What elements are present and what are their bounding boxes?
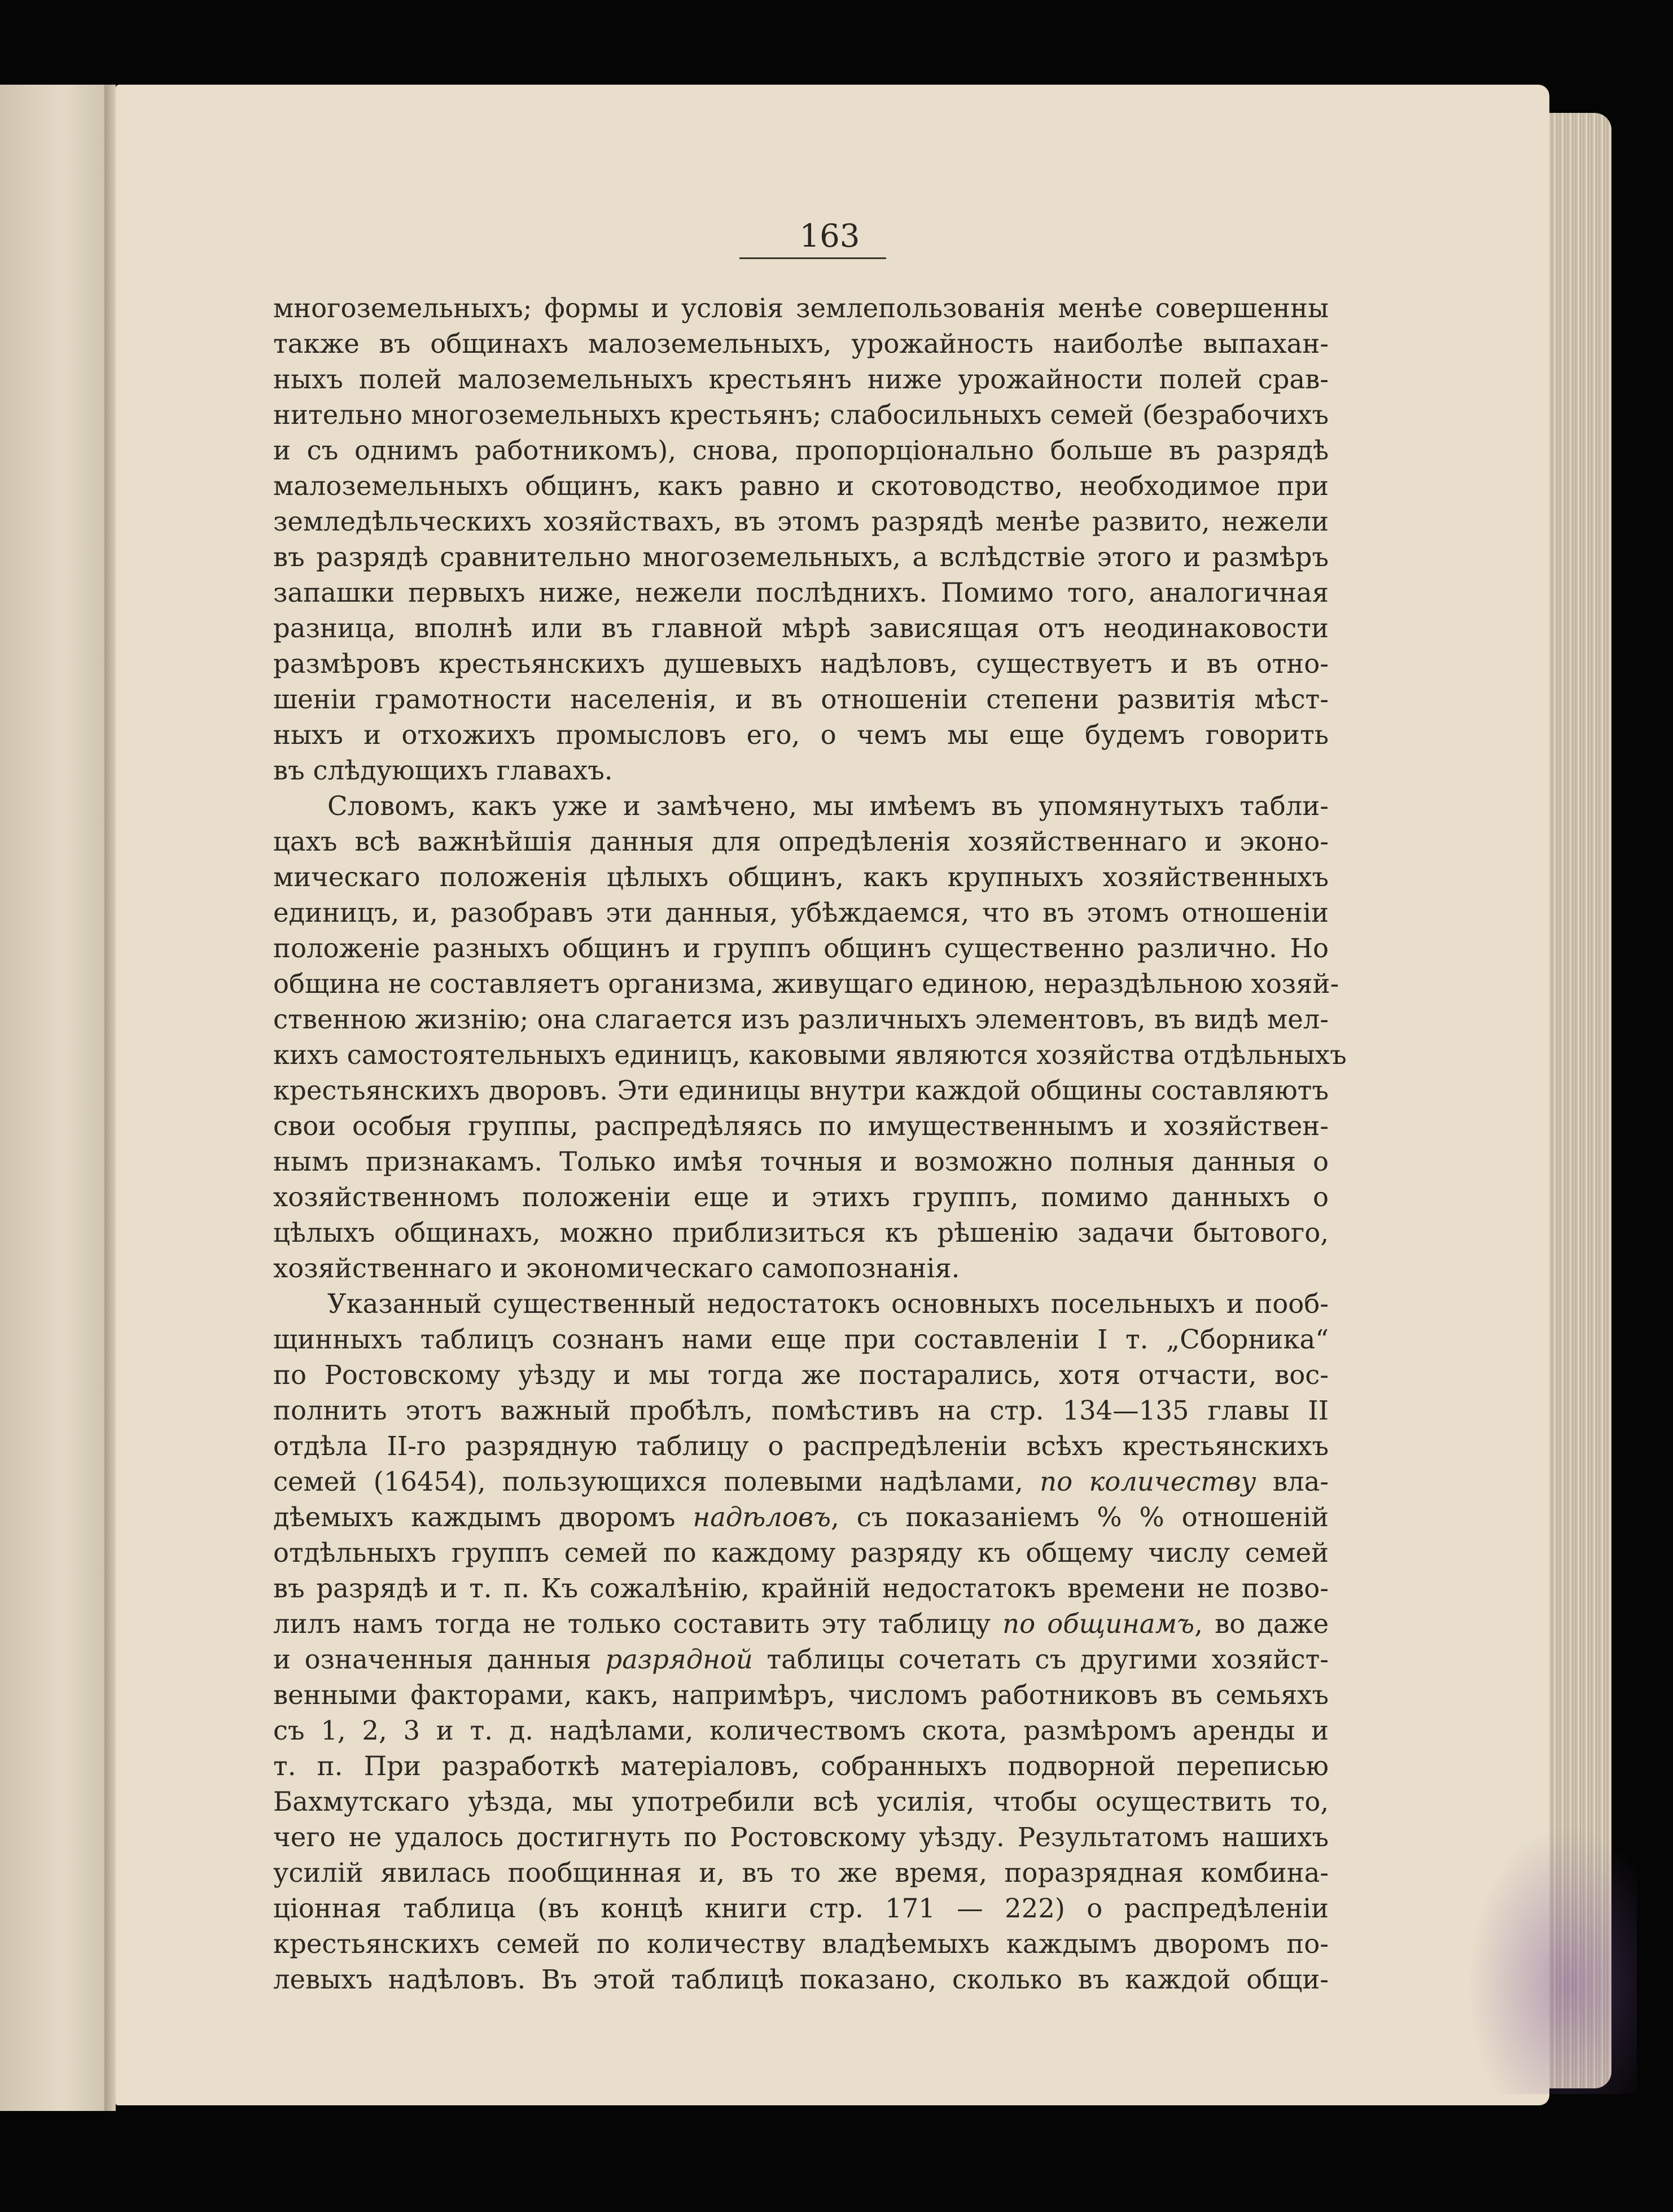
text-segment: единицъ, и, разобравъ эти данныя, убѣждаемся, что въ этомъ отношеніи <box>273 897 1329 928</box>
text-line <box>273 1606 1329 1642</box>
text-segment: разница, вполнѣ или въ главной мѣрѣ зависящая отъ неодинаковости <box>273 613 1329 643</box>
text-line <box>273 1926 1329 1962</box>
text-segment: хозяйственнаго и экономическаго самопознанія. <box>273 1253 960 1284</box>
text-line <box>273 1891 1329 1926</box>
text-line <box>273 575 1329 611</box>
text-segment: въ разрядѣ сравнительно многоземельныхъ, а вслѣдствіе этого и размѣръ <box>273 542 1329 572</box>
text-line <box>273 504 1329 540</box>
text-segment: съ 1, 2, 3 и т. д. надѣлами, количествомъ скота, размѣромъ аренды и <box>273 1715 1329 1746</box>
text-segment: и означенныя данныя <box>273 1644 606 1675</box>
italic-emphasis: по общинамъ <box>1002 1609 1195 1639</box>
page-number: 163 <box>799 218 860 255</box>
text-segment: Бахмутскаго уѣзда, мы употребили всѣ усилія, чтобы осуществить то, <box>273 1786 1329 1817</box>
facing-page-edge <box>0 85 104 2111</box>
text-line <box>273 1322 1329 1357</box>
text-line <box>273 1215 1329 1251</box>
text-segment: запашки первыхъ ниже, нежели послѣднихъ. Помимо того, аналогичная <box>273 577 1329 608</box>
text-line <box>273 824 1329 860</box>
text-segment: кихъ самостоятельныхъ единицъ, каковыми являются хозяйства отдѣльныхъ <box>273 1040 1347 1070</box>
text-line <box>273 1713 1329 1749</box>
header-rule <box>739 257 886 259</box>
body-text <box>273 291 1347 1998</box>
text-line <box>273 397 1329 433</box>
text-line <box>273 1073 1329 1109</box>
text-segment: ныхъ и отхожихъ промысловъ его, о чемъ мы еще будемъ говорить <box>273 720 1329 750</box>
text-segment: шеніи грамотности населенія, и въ отношеніи степени развитія мѣст- <box>273 684 1329 715</box>
text-line <box>273 789 1329 824</box>
text-segment: мическаго положенія цѣлыхъ общинъ, какъ крупныхъ хозяйственныхъ <box>273 862 1329 892</box>
text-segment: цѣлыхъ общинахъ, можно приблизиться къ рѣшенію задачи бытового, <box>273 1217 1329 1248</box>
text-segment: также въ общинахъ малоземельныхъ, урожайность наиболѣе выпахан- <box>273 328 1329 359</box>
text-line <box>273 860 1329 895</box>
text-segment: нымъ признакамъ. Только имѣя точныя и возможно полныя данныя о <box>273 1146 1329 1177</box>
text-line <box>273 1002 1329 1037</box>
text-segment: отдѣла II-го разрядную таблицу о распредѣленіи всѣхъ крестьянскихъ <box>273 1431 1329 1461</box>
text-segment: ственною жизнію; она слагается изъ различныхъ элементовъ, въ видѣ мел- <box>273 1004 1329 1035</box>
text-segment: община не составляетъ организма, живущаго единою, нераздѣльною хозяй- <box>273 969 1339 999</box>
text-line <box>273 717 1329 753</box>
text-line <box>273 1500 1329 1535</box>
text-segment: и съ однимъ работникомъ), снова, пропорціонально больше въ разрядѣ <box>273 435 1329 466</box>
text-line <box>273 362 1329 397</box>
text-line <box>273 753 1329 789</box>
text-line <box>273 646 1329 682</box>
text-segment: лилъ намъ тогда не только составить эту таблицу <box>273 1609 1003 1639</box>
text-segment: свои особыя группы, распредѣляясь по имущественнымъ и хозяйствен- <box>273 1111 1329 1141</box>
text-line <box>273 931 1329 966</box>
text-segment: положеніе разныхъ общинъ и группъ общинъ существенно различно. Но <box>273 933 1329 963</box>
text-segment: дѣемыхъ каждымъ дворомъ <box>273 1502 693 1532</box>
text-line <box>273 1677 1329 1713</box>
text-line <box>273 291 1329 326</box>
text-line <box>273 1357 1329 1393</box>
text-line <box>273 1180 1329 1215</box>
text-segment: левыхъ надѣловъ. Въ этой таблицѣ показано, сколько въ каждой общи- <box>273 1964 1329 1995</box>
text-line <box>273 326 1329 362</box>
ink-stain <box>1468 1823 1637 2094</box>
text-segment: , во даже <box>1194 1609 1329 1639</box>
text-line <box>273 1642 1329 1677</box>
text-segment: Словомъ, какъ уже и замѣчено, мы имѣемъ въ упомянутыхъ табли- <box>327 791 1329 821</box>
text-line <box>273 1037 1347 1073</box>
text-line <box>273 611 1329 646</box>
text-segment: крестьянскихъ семей по количеству владѣемыхъ каждымъ дворомъ по- <box>273 1929 1329 1959</box>
book-gutter <box>104 85 116 2111</box>
text-line <box>273 1109 1329 1144</box>
text-line <box>273 1144 1329 1180</box>
text-line <box>273 895 1329 931</box>
italic-emphasis: разрядной <box>605 1644 753 1675</box>
text-segment: , съ показаніемъ % % отношеній <box>830 1502 1329 1532</box>
text-line <box>273 1855 1329 1891</box>
text-segment: усилій явилась пообщинная и, въ то же время, поразрядная комбина- <box>273 1858 1329 1888</box>
page-edges <box>1549 113 1611 2088</box>
text-segment: многоземельныхъ; формы и условія землепользованія менѣе совершенны <box>273 293 1329 323</box>
text-line <box>273 1464 1329 1500</box>
text-line <box>273 966 1339 1002</box>
text-segment: венными факторами, какъ, напримѣръ, числомъ работниковъ въ семьяхъ <box>273 1680 1329 1710</box>
text-segment: полнить этотъ важный пробѣлъ, помѣстивъ на стр. 134—135 главы II <box>273 1395 1329 1426</box>
italic-emphasis: надѣловъ <box>693 1502 831 1532</box>
text-segment: таблицы сочетать съ другими хозяйст- <box>752 1644 1329 1675</box>
text-segment: по Ростовскому уѣзду и мы тогда же постарались, хотя отчасти, вос- <box>273 1360 1329 1390</box>
text-segment: семей (16454), пользующихся полевыми надѣлами, <box>273 1466 1040 1497</box>
text-segment: крестьянскихъ дворовъ. Эти единицы внутри каждой общины составляютъ <box>273 1075 1329 1106</box>
text-segment: въ слѣдующихъ главахъ. <box>273 755 613 786</box>
text-line <box>273 1535 1329 1571</box>
text-line <box>273 682 1329 717</box>
text-line <box>273 1820 1329 1855</box>
text-segment: въ разрядѣ и т. п. Къ сожалѣнію, крайній недостатокъ времени не позво- <box>273 1573 1329 1604</box>
italic-emphasis: по количеству <box>1040 1466 1256 1497</box>
text-segment: ныхъ полей малоземельныхъ крестьянъ ниже урожайности полей срав- <box>273 364 1329 395</box>
text-line <box>273 1286 1329 1322</box>
text-line <box>273 1571 1329 1606</box>
text-line <box>273 468 1329 504</box>
text-line <box>273 540 1329 575</box>
text-segment: Указанный существенный недостатокъ основныхъ посельныхъ и пооб- <box>327 1289 1329 1319</box>
text-segment: щинныхъ таблицъ сознанъ нами еще при составленіи I т. „Сборника“ <box>273 1324 1329 1355</box>
text-segment: цахъ всѣ важнѣйшія данныя для опредѣленія хозяйственнаго и эконо- <box>273 826 1329 857</box>
text-segment: размѣровъ крестьянскихъ душевыхъ надѣловъ, существуетъ и въ отно- <box>273 649 1329 679</box>
text-line <box>273 1962 1329 1998</box>
text-segment: малоземельныхъ общинъ, какъ равно и скотоводство, необходимое при <box>273 471 1329 501</box>
text-segment: нительно многоземельныхъ крестьянъ; слабосильныхъ семей (безрабочихъ <box>273 400 1329 430</box>
text-line <box>273 1429 1329 1464</box>
text-line <box>273 1251 1329 1286</box>
text-line <box>273 433 1329 468</box>
text-line <box>273 1749 1329 1784</box>
text-segment: чего не удалось достигнуть по Ростовскому уѣзду. Результатомъ нашихъ <box>273 1822 1329 1852</box>
text-segment: вла- <box>1256 1466 1329 1497</box>
text-segment: земледѣльческихъ хозяйствахъ, въ этомъ разрядѣ менѣе развито, нежели <box>273 506 1329 537</box>
text-line <box>273 1784 1329 1820</box>
text-segment: хозяйственномъ положеніи еще и этихъ группъ, помимо данныхъ о <box>273 1182 1329 1212</box>
text-line <box>273 1393 1329 1429</box>
text-segment: ціонная таблица (въ концѣ книги стр. 171 — 222) о распредѣленіи <box>273 1893 1329 1924</box>
text-segment: отдѣльныхъ группъ семей по каждому разряду къ общему числу семей <box>273 1538 1329 1568</box>
text-segment: т. п. При разработкѣ матеріаловъ, собранныхъ подворной переписью <box>273 1751 1329 1781</box>
